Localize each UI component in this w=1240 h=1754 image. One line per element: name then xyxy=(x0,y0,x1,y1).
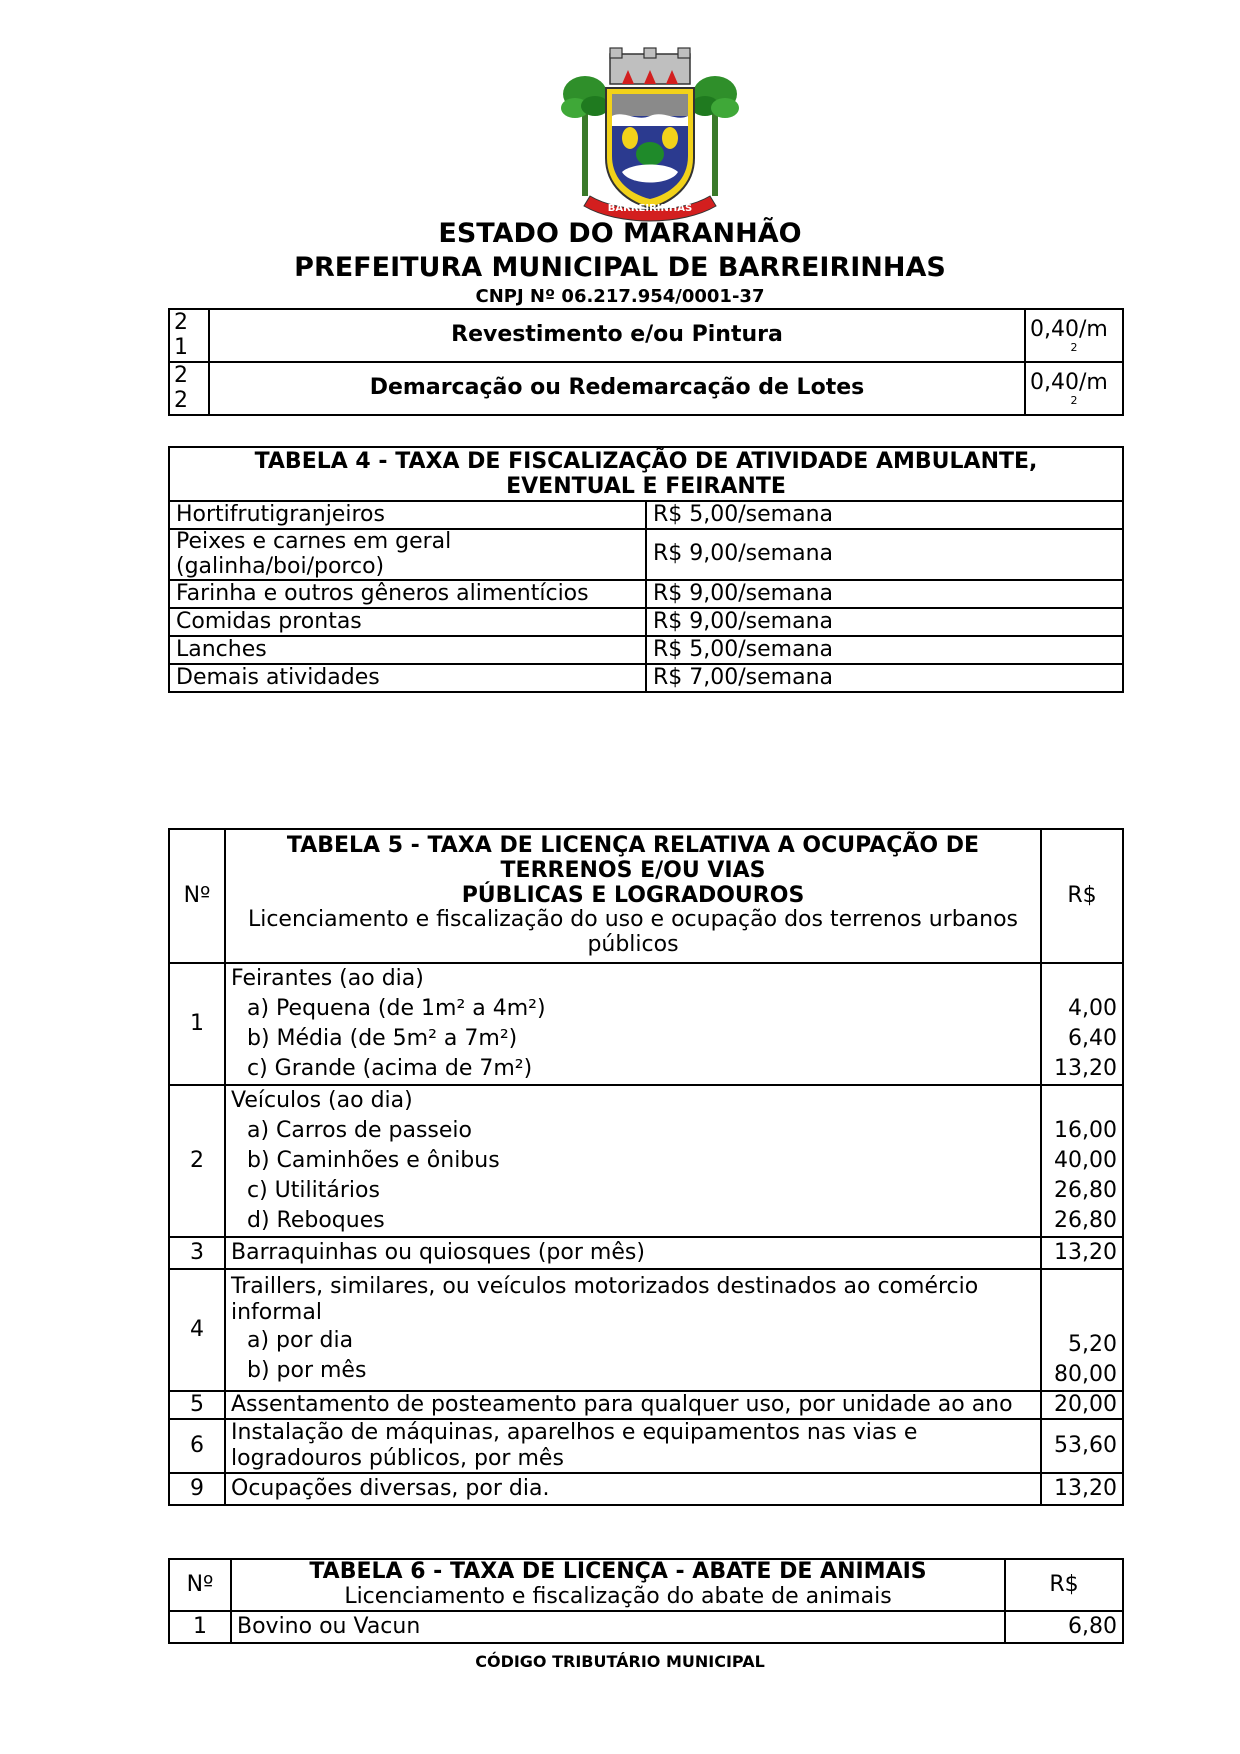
header-prefeitura: PREFEITURA MUNICIPAL DE BARREIRINHAS xyxy=(294,252,946,283)
col-header-value: R$ xyxy=(1005,1559,1123,1611)
table-row: Hortifrutigranjeiros R$ 5,00/semana xyxy=(169,501,1123,529)
header-state: ESTADO DO MARANHÃO xyxy=(438,218,802,249)
row-value: 0,40/m 2 xyxy=(1025,362,1123,415)
table-5-ocupacao xyxy=(168,828,1124,1506)
table-4-ambulante xyxy=(168,446,1124,693)
page-footer: CÓDIGO TRIBUTÁRIO MUNICIPAL xyxy=(475,1652,765,1671)
table-row: Peixes e carnes em geral (galinha/boi/porco) R$ 9,00/semana xyxy=(169,529,1123,580)
header-cnpj: CNPJ Nº 06.217.954/0001-37 xyxy=(475,286,765,307)
table-row xyxy=(169,309,1123,362)
table-6-title: TABELA 6 - TAXA DE LICENÇA - ABATE DE ANIMAIS Licenciamento e fiscalização do abate de animais xyxy=(231,1559,1005,1611)
col-header-value: R$ xyxy=(1041,829,1123,963)
table-row xyxy=(169,362,1123,415)
municipal-coat-of-arms xyxy=(560,46,740,226)
palm-tree-left-icon xyxy=(561,76,609,196)
row-value: 0,40/m 2 xyxy=(1025,309,1123,362)
table-row: Demais atividades R$ 7,00/semana xyxy=(169,664,1123,692)
palm-tree-right-icon xyxy=(691,76,739,196)
mural-crown-icon xyxy=(610,48,690,84)
table-row: 1 Bovino ou Vacun 6,80 xyxy=(169,1611,1123,1643)
table-5-title: TABELA 5 - TAXA DE LICENÇA RELATIVA A OCUPAÇÃO DE TERRENOS E/OU VIAS PÚBLICAS E LOGRADOUROS Licenciamento e fiscalização do uso e ocupação dos terrenos urbanos públicos xyxy=(225,829,1041,963)
table-5-subtitle: Licenciamento e fiscalização do uso e ocupação dos terrenos urbanos públicos xyxy=(247,907,1019,957)
table-header-row xyxy=(169,829,1123,963)
col-header-num: Nº xyxy=(169,829,225,963)
table-row: 5 Assentamento de posteamento para qualquer uso, por unidade ao ano 20,00 xyxy=(169,1391,1123,1419)
shield-icon xyxy=(606,88,694,208)
table-row: 1 Feirantes (ao dia) a) Pequena (de 1m² a 4m²) b) Média (de 5m² a 7m²) c) Grande (acima de 7m²) 4,00 6,40 13,20 xyxy=(169,963,1123,1085)
table-4-title: TABELA 4 - TAXA DE FISCALIZAÇÃO DE ATIVIDADE AMBULANTE, EVENTUAL E FEIRANTE xyxy=(169,447,1123,501)
row-description: Demarcação ou Redemarcação de Lotes xyxy=(209,362,1025,415)
row-number: 2 2 xyxy=(169,362,209,415)
table-header-row xyxy=(169,1559,1123,1611)
table-row: Comidas prontas R$ 9,00/semana xyxy=(169,608,1123,636)
row-description: Revestimento e/ou Pintura xyxy=(209,309,1025,362)
table-row: 2 Veículos (ao dia) a) Carros de passeio b) Caminhões e ônibus c) Utilitários d) Reboques 16,00 40,00 26,80 26,80 xyxy=(169,1085,1123,1237)
table-6-subtitle: Licenciamento e fiscalização do abate de animais xyxy=(344,1584,892,1609)
col-header-num: Nº xyxy=(169,1559,231,1611)
table-6-abate xyxy=(168,1558,1124,1644)
table-row: Farinha e outros gêneros alimentícios R$ 9,00/semana xyxy=(169,580,1123,608)
crest-ribbon-text: BARREIRINHAS xyxy=(607,203,693,214)
table-row: 6 Instalação de máquinas, aparelhos e equipamentos nas vias e logradouros públicos, por mês 53,60 xyxy=(169,1419,1123,1473)
row-number: 2 1 xyxy=(169,309,209,362)
table-row: 3 Barraquinhas ou quiosques (por mês) 13,20 xyxy=(169,1237,1123,1269)
table-row: 9 Ocupações diversas, por dia. 13,20 xyxy=(169,1473,1123,1505)
table-row: 4 Traillers, similares, ou veículos motorizados destinados ao comércio informal a) por dia b) por mês 5,20 80,00 xyxy=(169,1269,1123,1391)
table-continuation xyxy=(168,308,1124,416)
table-row: Lanches R$ 5,00/semana xyxy=(169,636,1123,664)
